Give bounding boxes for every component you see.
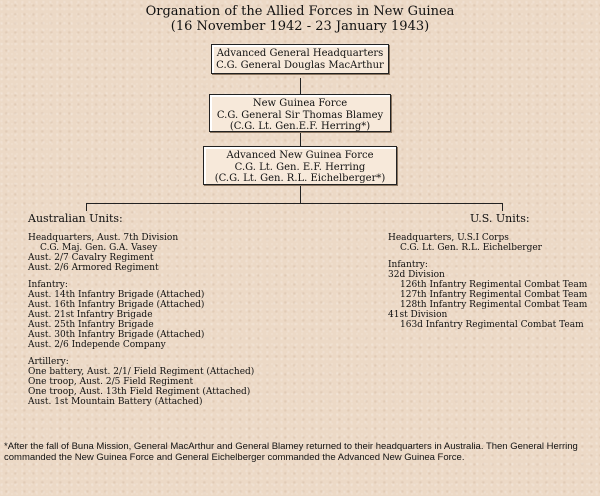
connector-1 <box>300 78 301 94</box>
unit-line: One battery, Aust. 2/1/ Field Regiment (Attached) <box>28 367 255 377</box>
title-line-1: Organation of the Allied Forces in New Guinea <box>145 4 455 19</box>
unit-line: Aust. 2/7 Cavalry Regiment <box>28 253 154 263</box>
box-new-guinea-force <box>209 94 391 132</box>
connector-2 <box>300 131 301 147</box>
connector-3 <box>300 185 301 203</box>
box-line: (C.G. Lt. Gen.E.F. Herring*) <box>229 121 371 132</box>
box-advanced-ghq <box>211 44 389 74</box>
unit-line: One troop, Aust. 2/5 Field Regiment <box>28 377 194 387</box>
unit-line: Aust. 14th Infantry Brigade (Attached) <box>28 290 205 300</box>
unit-line: Headquarters, Aust. 7th Division <box>28 233 179 243</box>
australian-header: Australian Units: <box>28 212 123 225</box>
box-line: C.G. General Douglas MacArthur <box>216 59 384 71</box>
australian-units <box>28 214 328 407</box>
section-label: Infantry: <box>28 280 68 290</box>
unit-line: Headquarters, U.S.I Corps <box>388 233 509 243</box>
box-line: Advanced New Guinea Force <box>226 150 374 161</box>
chart-title <box>0 4 600 34</box>
us-header: U.S. Units: <box>470 212 530 225</box>
branch-horizontal <box>86 203 503 204</box>
unit-line: Aust. 21st Infantry Brigade <box>28 310 153 320</box>
unit-line: Aust. 16th Infantry Brigade (Attached) <box>28 300 205 310</box>
branch-right <box>502 203 503 211</box>
footnote: *After the fall of Buna Mission, General MacArthur and General Blamey returned to their headquarters in Australia. Then General Herring commanded the New Guinea Force and General Eichelberger commanded the Advanced New Guinea Force. <box>4 441 578 463</box>
unit-line: Aust. 1st Mountain Battery (Attached) <box>28 397 203 407</box>
us-units <box>388 214 598 330</box>
box-line: C.G. Lt. Gen. E.F. Herring <box>234 161 366 173</box>
unit-line: One troop, Aust. 13th Field Regiment (Attached) <box>28 387 251 397</box>
section-label: Infantry: <box>388 260 428 270</box>
unit-line: Aust. 2/6 Independe Company <box>28 340 166 350</box>
unit-line: C.G. Lt. Gen. R.L. Eichelberger <box>400 243 542 253</box>
unit-line: 126th Infantry Regimental Combat Team <box>400 280 588 290</box>
division-label: 32d Division <box>388 270 445 280</box>
unit-line: Aust. 30th Infantry Brigade (Attached) <box>28 330 205 340</box>
branch-left <box>86 203 87 211</box>
box-advanced-new-guinea-force <box>203 146 397 185</box>
unit-line: 128th Infantry Regimental Combat Team <box>400 300 588 310</box>
division-label: 41st Division <box>388 310 448 320</box>
box-line: (C.G. Lt. Gen. R.L. Eichelberger*) <box>214 173 386 184</box>
box-line: New Guinea Force <box>252 98 348 109</box>
unit-line: Aust. 25th Infantry Brigade <box>28 320 154 330</box>
title-line-2: (16 November 1942 - 23 January 1943) <box>170 19 430 34</box>
box-line: C.G. General Sir Thomas Blamey <box>216 109 384 121</box>
unit-line: C.G. Maj. Gen. G.A. Vasey <box>40 243 158 253</box>
unit-line: Aust. 2/6 Armored Regiment <box>28 263 159 273</box>
section-label: Artillery: <box>28 357 69 367</box>
unit-line: 163d Infantry Regimental Combat Team <box>400 320 584 330</box>
box-line: Advanced General Headquarters <box>216 48 384 59</box>
unit-line: 127th Infantry Regimental Combat Team <box>400 290 588 300</box>
